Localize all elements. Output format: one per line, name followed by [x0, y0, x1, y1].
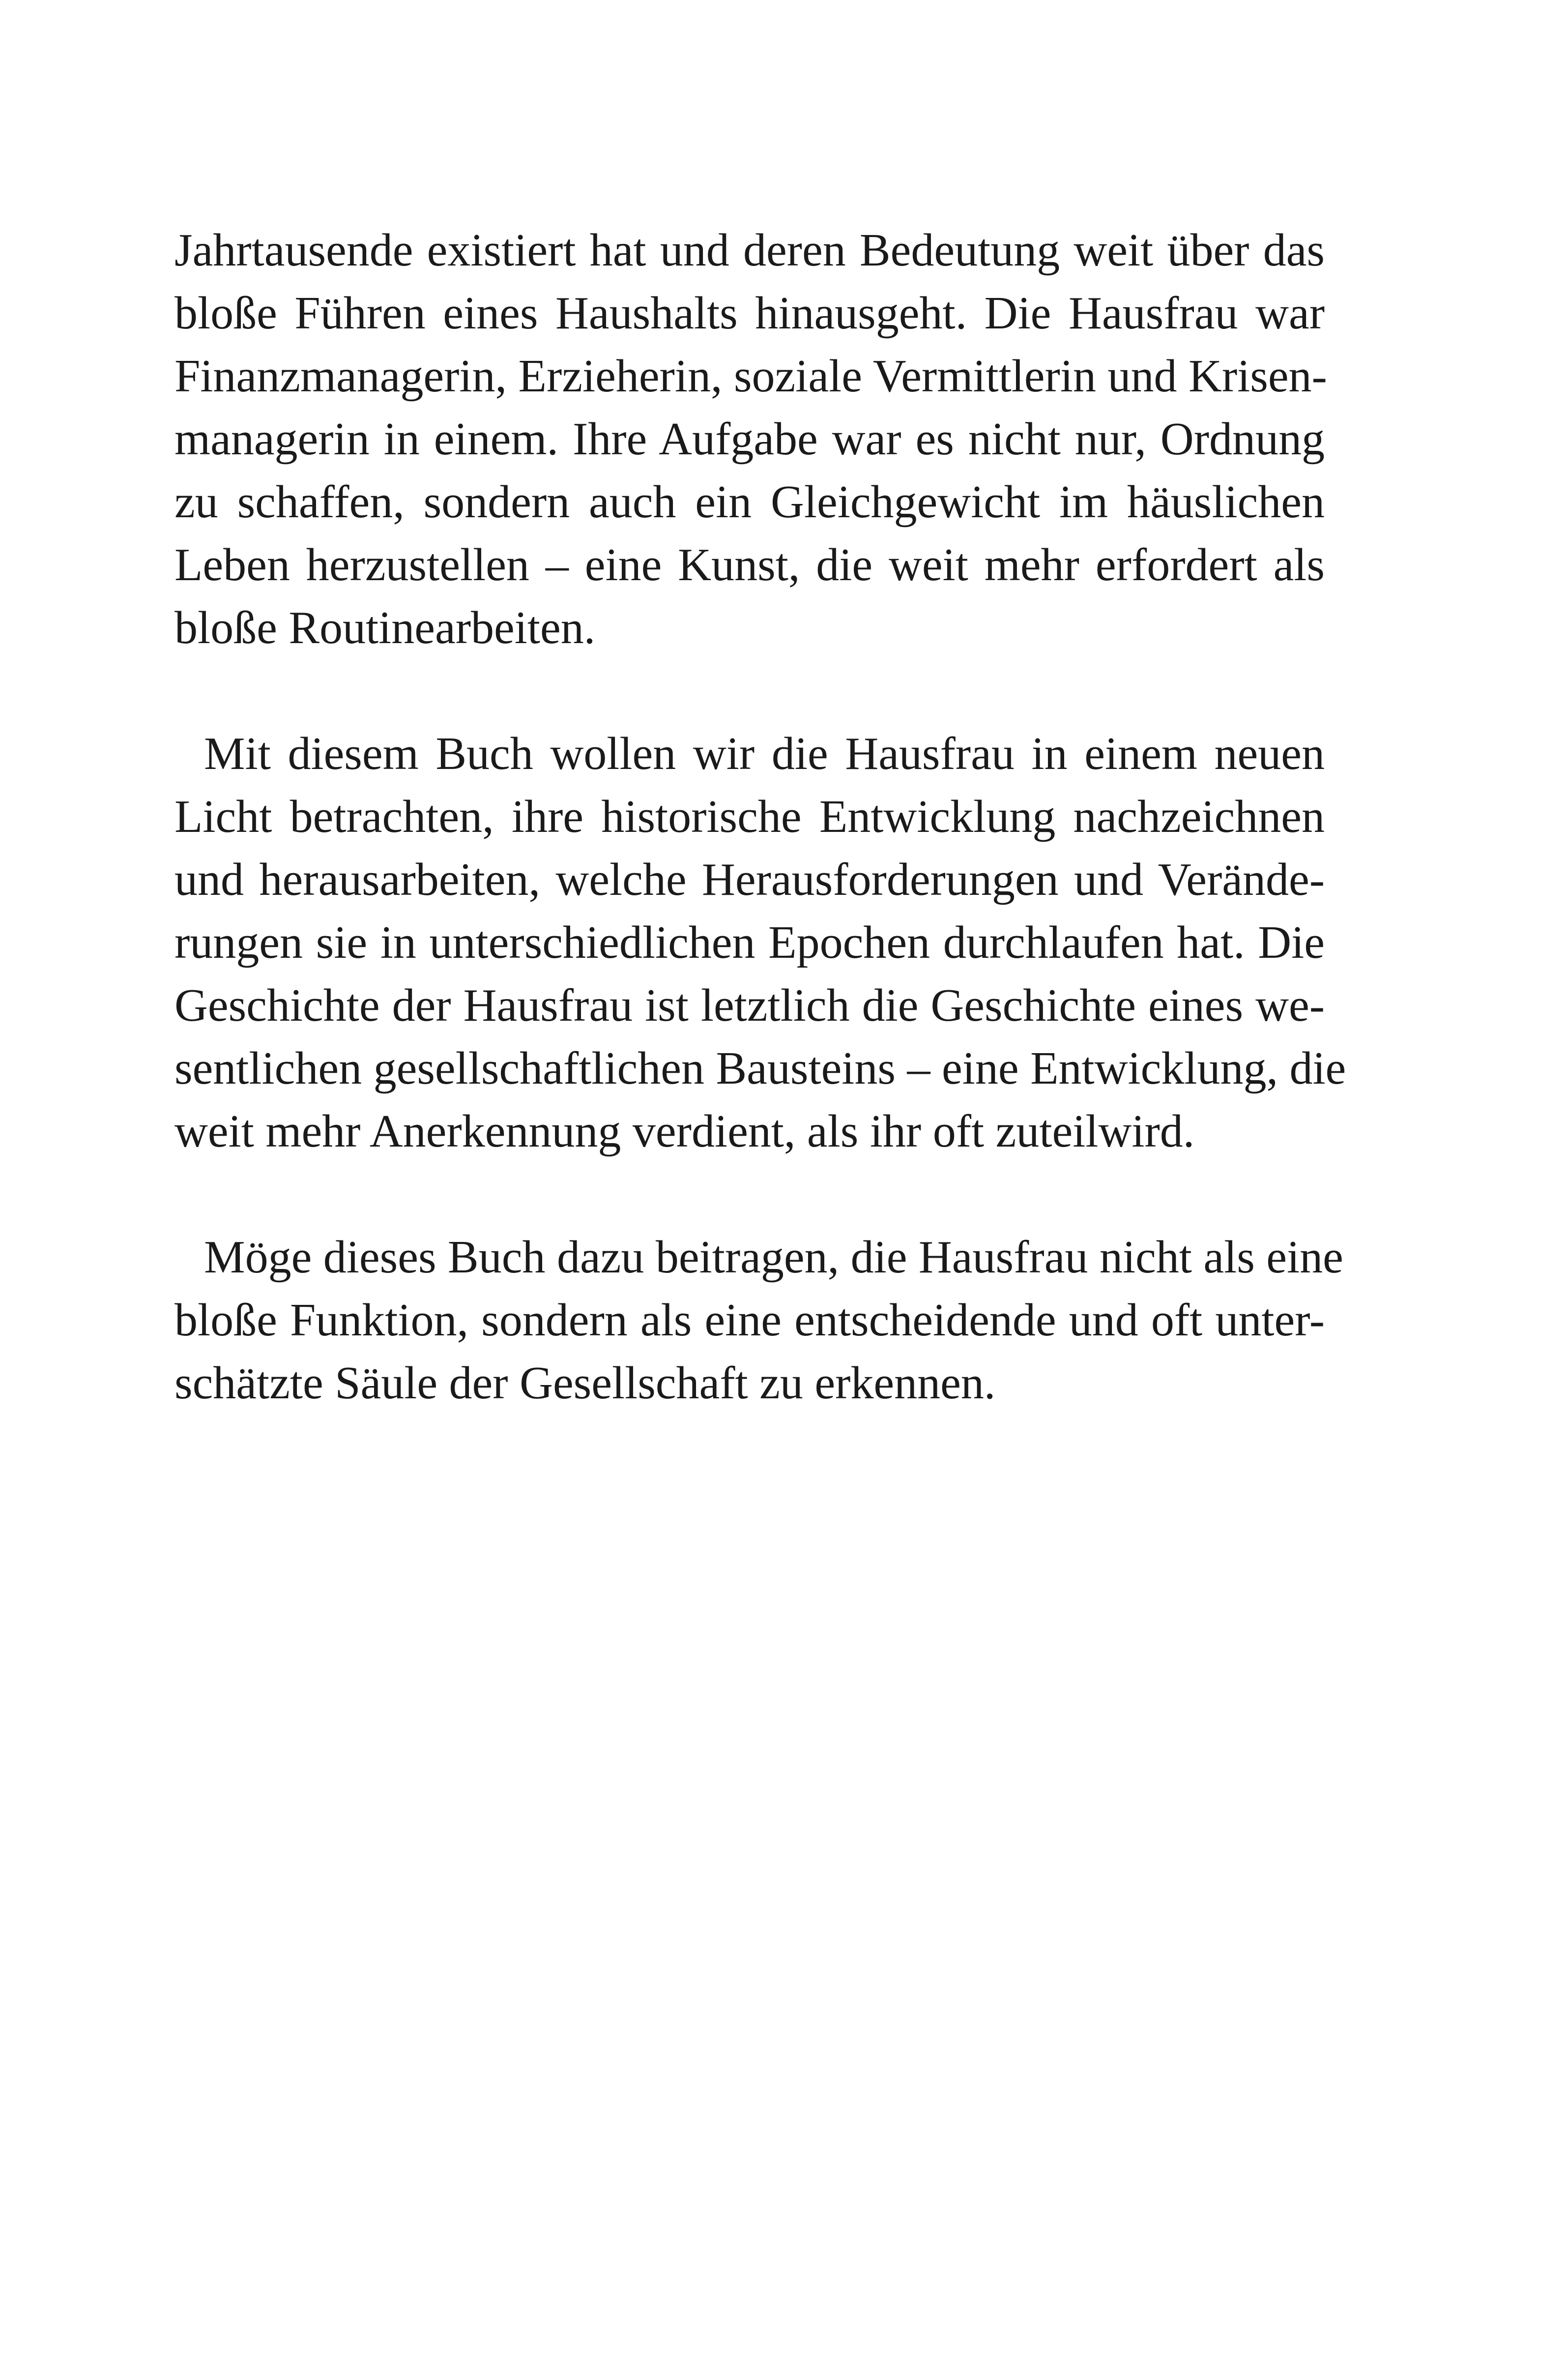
paragraph: [174, 722, 1346, 1163]
text-line: managerin in einem. Ihre Aufgabe war es nicht nur, Ordnung: [174, 413, 1325, 465]
text-line: bloße Funktion, sondern als eine entscheidende und oft unter-: [174, 1295, 1325, 1346]
text-line: Jahrtausende existiert hat und deren Bedeutung weit über das: [174, 225, 1325, 276]
text-line: Finanzmanagerin, Erzieherin, soziale Vermittlerin und Krisen-: [174, 351, 1327, 402]
text-line: schätzte Säule der Gesellschaft zu erkennen.: [174, 1357, 996, 1409]
text-line: Geschichte der Hausfrau ist letztlich die Geschichte eines we-: [174, 980, 1325, 1031]
text-line: zu schaffen, sondern auch ein Gleichgewicht im häuslichen: [174, 476, 1325, 528]
text-line: bloße Führen eines Haushalts hinausgeht. Die Hausfrau war: [174, 288, 1325, 339]
paragraph: [174, 219, 1325, 659]
paragraph-spacer: [174, 659, 1325, 722]
text-line: Licht betrachten, ihre historische Entwicklung nachzeichnen: [174, 791, 1325, 842]
paragraph-spacer: [174, 1163, 1325, 1226]
text-line: und herausarbeiten, welche Herausforderungen und Verände-: [174, 854, 1325, 905]
paragraph: [174, 1226, 1343, 1415]
text-line: rungen sie in unterschiedlichen Epochen durchlaufen hat. Die: [174, 917, 1325, 968]
text-line: weit mehr Anerkennung verdient, als ihr oft zuteilwird.: [174, 1106, 1195, 1157]
text-line: bloße Routinearbeiten.: [174, 602, 596, 653]
body-text: [174, 219, 1346, 1415]
text-line: Mit diesem Buch wollen wir die Hausfrau in einem neuen: [204, 728, 1325, 779]
text-line: Leben herzustellen – eine Kunst, die weit mehr erfordert als: [174, 539, 1325, 590]
text-line: sentlichen gesellschaftlichen Bausteins – eine Entwicklung, die: [174, 1043, 1346, 1094]
text-line: Möge dieses Buch dazu beitragen, die Hausfrau nicht als eine: [204, 1232, 1343, 1283]
